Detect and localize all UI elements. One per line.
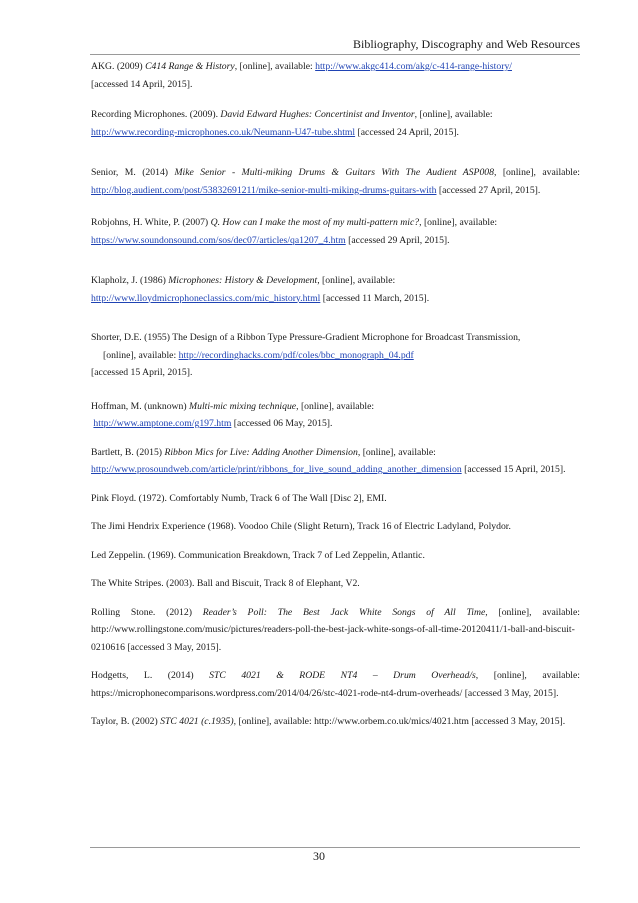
entry-title: Q. How can I make the most of my multi-pattern mic? [210, 217, 420, 228]
entry-link[interactable]: http://www.akgc414.com/akg/c-414-range-history/ [315, 61, 512, 72]
entry-link[interactable]: https://www.soundonsound.com/sos/dec07/articles/qa1207_4.htm [91, 234, 346, 246]
page-number: 30 [313, 849, 325, 863]
running-header: Bibliography, Discography and Web Resources [353, 37, 580, 51]
entry-link[interactable]: http://www.amptone.com/g197.htm [93, 418, 232, 429]
bibliography-entry: Shorter, D.E. (1955) The Design of a Ribbon Type Pressure-Gradient Microphone for Broadcast Transmission, [online], available: http://recordinghacks.com/pdf/coles/bbc_monograph_04.pdf [accessed 15 April, 2015]. [91, 332, 521, 378]
bibliography-entry: Hoffman, M. (unknown) Multi-mic mixing technique, [online], available: http://www.amptone.com/g197.htm [accessed 06 May, 2015]. [91, 400, 375, 429]
bibliography-entry: AKG. (2009) C414 Range & History, [online], available: http://www.akgc414.com/akg/c-414-range-history/ [accessed 14 April, 2015]. [91, 61, 512, 90]
bibliography-entry: Robjohns, H. White, P. (2007) Q. How can I make the most of my multi-pattern mic?, [online], available: https://www.soundonsound.com/sos/dec07/articles/qa1207_4.htm [accessed 29 April, 2015]. [91, 217, 498, 246]
bibliography-entry: Hodgetts, L. (2014) STC 4021 & RODE NT4 – Drum Overhead/s, [online], available: https://microphonecomparisons.wordpress.com/2014/04/26/stc-4021-rode-nt4-drum-overheads/ [accessed 3 May, 2015]. [91, 670, 580, 699]
bibliography-list [91, 58, 580, 731]
entry-link[interactable]: http://www.recording-microphones.co.uk/Neumann-U47-tube.shtml [91, 126, 356, 138]
discography-entry: The White Stripes. (2003). Ball and Biscuit, Track 8 of Elephant, V2. [91, 578, 360, 589]
bibliography-entry: Senior, M. (2014) Mike Senior - Multi-miking Drums & Guitars With The Audient ASP008, [online], available: http://blog.audient.com/post/53832691211/mike-senior-multi-miking-drums-guitars-with [accessed 27 April, 2015]. [91, 167, 580, 196]
footer-rule [90, 847, 580, 848]
bibliography-entry: Klapholz, J. (1986) Microphones: History & Development, [online], available: http://www.lloydmicrophoneclassics.com/mic_history.html [accessed 11 March, 2015]. [91, 275, 430, 304]
discography-entry: Pink Floyd. (1972). Comfortably Numb, Track 6 of The Wall [Disc 2], EMI. [91, 492, 387, 504]
entry-title: Ribbon Mics for Live: Adding Another Dimension [164, 446, 358, 458]
entry-url: http://www.rollingstone.com/music/pictures/readers-poll-the-best-jack-white-songs-of-all-time-20120411/1-ball-and-biscuit-0210616 [91, 624, 575, 653]
entry-url: https://microphonecomparisons.wordpress.com/2014/04/26/stc-4021-rode-nt4-drum-overheads/ [91, 687, 463, 699]
entry-link[interactable]: http://www.lloydmicrophoneclassics.com/mic_history.html [91, 292, 321, 304]
discography-entry: The Jimi Hendrix Experience (1968). Voodoo Chile (Slight Return), Track 16 of Electric Ladyland, Polydor. [91, 521, 511, 532]
entry-title: Mike Senior - Multi-miking Drums & Guitars With The Audient ASP008 [174, 167, 494, 178]
entry-title: David Edward Hughes: Concertinist and Inventor [220, 109, 415, 120]
bibliography-entry: Bartlett, B. (2015) Ribbon Mics for Live: Adding Another Dimension, [online], available: http://www.prosoundweb.com/article/print/ribbons_for_live_sound_adding_another_dimension [accessed 15 April, 2015]. [91, 446, 566, 475]
entry-link[interactable]: http://www.prosoundweb.com/article/print/ribbons_for_live_sound_adding_another_dimension [91, 464, 462, 475]
entry-title: C414 Range & History [145, 61, 235, 72]
entry-title: Multi-mic mixing technique [189, 400, 297, 412]
entry-title: Microphones: History & Development [168, 275, 318, 286]
entry-title: STC 4021 (c.1935), [160, 716, 237, 727]
discography-entry: Led Zeppelin. (1969). Communication Breakdown, Track 7 of Led Zeppelin, Atlantic. [91, 549, 425, 561]
entry-title: Reader’s Poll: The Best Jack White Songs of All Time [202, 606, 486, 618]
entry-link[interactable]: http://recordinghacks.com/pdf/coles/bbc_monograph_04.pdf [178, 349, 414, 361]
entry-link[interactable]: http://blog.audient.com/post/53832691211/mike-senior-multi-miking-drums-guitars-with [91, 184, 437, 196]
entry-url: http://www.orbem.co.uk/mics/4021.htm [314, 716, 469, 727]
bibliography-entry: Recording Microphones. (2009). David Edward Hughes: Concertinist and Inventor, [online], available: http://www.recording-microphones.co.uk/Neumann-U47-tube.shtml [accessed 24 April, 2015]. [91, 109, 493, 138]
header-rule [90, 54, 580, 55]
bibliography-entry: Taylor, B. (2002) STC 4021 (c.1935), [online], available: http://www.orbem.co.uk/mics/4021.htm [accessed 3 May, 2015]. [91, 716, 566, 727]
bibliography-entry: Rolling Stone. (2012) Reader’s Poll: The Best Jack White Songs of All Time, [online], available: http://www.rollingstone.com/music/pictures/readers-poll-the-best-jack-white-songs-of-all-time-20120411/1-ball-and-biscuit-0210616 [accessed 3 May, 2015]. [91, 606, 580, 653]
entry-title: STC 4021 & RODE NT4 – Drum Overhead/s [209, 670, 476, 681]
